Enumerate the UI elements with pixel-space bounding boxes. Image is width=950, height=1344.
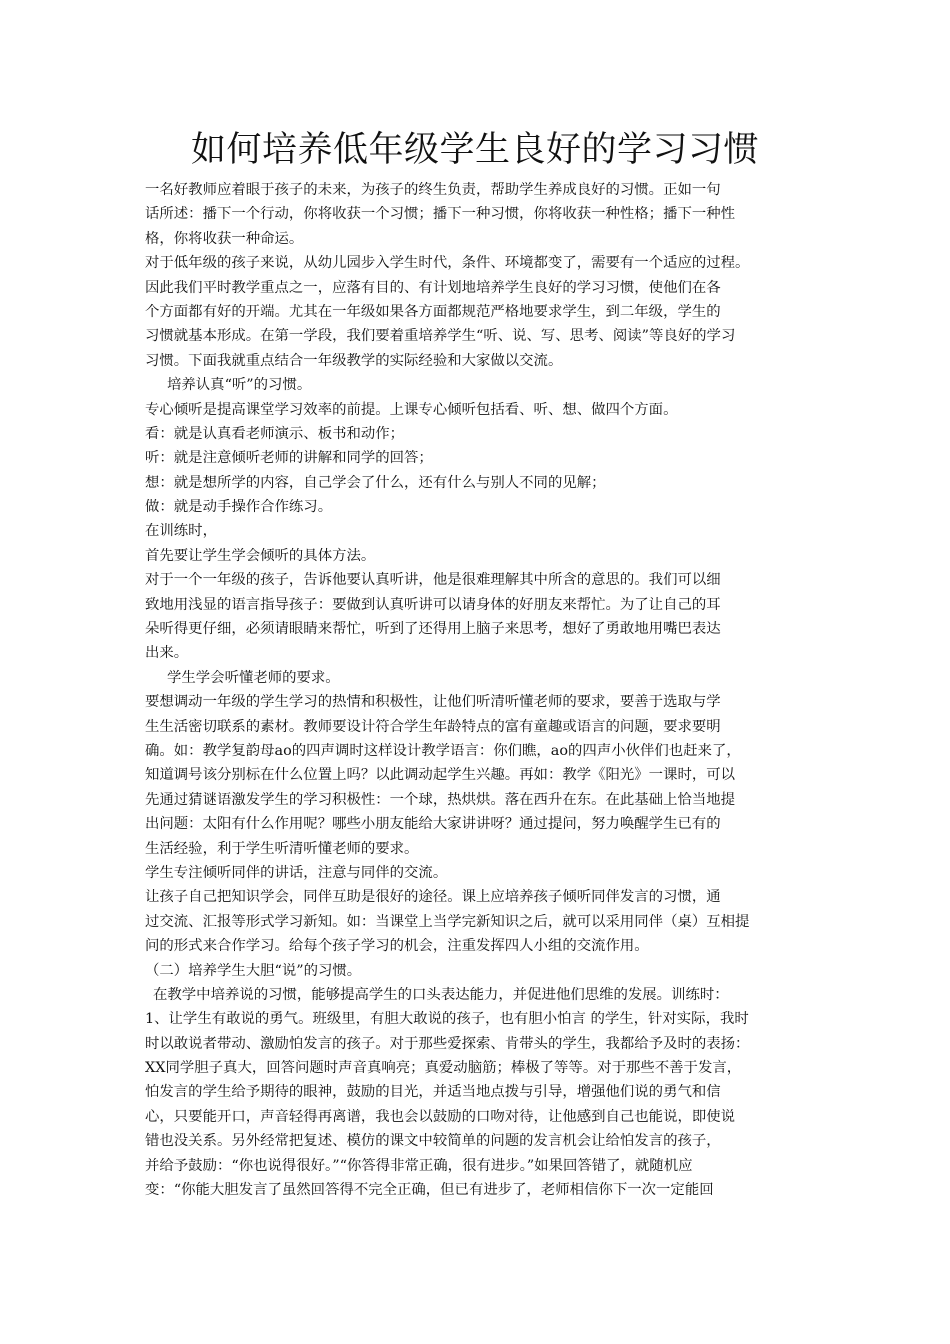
body-line: 知道调号该分别标在什么位置上吗？以此调动起学生兴趣。再如：教学《阳光》一课时，可以 [145,767,736,784]
body-line: 做：就是动手操作合作练习。 [145,499,333,516]
body-line: 致地用浅显的语言指导孩子：要做到认真听讲可以请身体的好朋友来帮忙。为了让自己的耳 [145,596,721,613]
body-line: 错也没关系。另外经常把复述、模仿的课文中较简单的问题的发言机会让给怕发言的孩子， [145,1133,721,1150]
body-line: 首先要让学生学会倾听的具体方法。 [145,547,376,564]
body-line: 一名好教师应着眼于孩子的未来，为孩子的终生负责，帮助学生养成良好的习惯。正如一句 [145,182,721,198]
body-line: 因此我们平时教学重点之一，应落有目的、有计划地培养学生良好的学习习惯，使他们在各 [145,279,721,296]
body-line: 问的形式来合作学习。给每个孩子学习的机会，注重发挥四人小组的交流作用。 [145,938,649,955]
body-line: XX同学胆子真大，回答问题时声音真响亮；真爱动脑筋；棒极了等等。对于那些不善于发言， [145,1060,742,1077]
body-line: 个方面都有好的开端。尤其在一年级如果各方面都规范严格地要求学生，到二年级，学生的 [145,303,721,320]
body-line: 话所述：播下一个行动，你将收获一个习惯；播下一种习惯，你将收获一种性格；播下一种性 [145,206,736,223]
body-line: 出来。 [145,645,189,662]
body-line: 变：“你能大胆发言了虽然回答得不完全正确，但已有进步了，老师相信你下一次一定能回 [145,1182,714,1199]
body-line: 时以敢说者带动、激励怕发言的孩子。对于那些爱探索、肯带头的学生，我都给予及时的表扬： [145,1035,750,1052]
body-line: 朵听得更仔细，必须请眼睛来帮忙，听到了还得用上脑子来思考，想好了勇敢地用嘴巴表达 [145,621,721,638]
body-line: 要想调动一年级的学生学习的热情和积极性，让他们听清听懂老师的要求，要善于选取与学 [145,694,721,711]
body-line: 对于一个一年级的孩子，告诉他要认真听讲，他是很难理解其中所含的意思的。我们可以细 [145,572,721,589]
body-line: 在训练时， [145,523,217,540]
body-line: 格，你将收获一种命运。 [145,230,304,247]
body-line: 怕发言的学生给予期待的眼神，鼓励的目光，并适当地点拨与引导，增强他们说的勇气和信 [145,1084,721,1101]
body-line: 习惯就基本形成。在第一学段，我们要着重培养学生“听、说、写、思考、阅读”等良好的学习 [145,328,736,345]
body-line: 习惯。下面我就重点结合一年级教学的实际经验和大家做以交流。 [145,352,563,369]
body-line: 培养认真“听”的习惯。 [167,377,312,394]
body-line: 在教学中培养说的习惯，能够提高学生的口头表达能力，并促进他们思维的发展。训练时： [153,986,729,1003]
body-line: 心，只要能开口，声音轻得再离谱，我也会以鼓励的口吻对待，让他感到自己也能说，即使说 [145,1108,736,1125]
body-line: 1、让学生有敢说的勇气。班级里，有胆大敢说的孩子，也有胆小怕言 的学生，针对实际，我时 [145,1011,749,1028]
body-line: 看：就是认真看老师演示、板书和动作； [145,425,405,442]
body-line: 专心倾听是提高课堂学习效率的前提。上课专心倾听包括看、听、想、做四个方面。 [145,401,678,418]
body-line: 听：就是注意倾听老师的讲解和同学的回答； [145,450,433,467]
document-title: 如何培养低年级学生良好的学习习惯 [190,130,759,170]
body-line: 生活经验，利于学生听清听懂老师的要求。 [145,840,419,857]
body-line: 过交流、汇报等形式学习新知。如：当课堂上当学完新知识之后，就可以采用同伴（桌）互相提 [145,913,750,930]
body-line: 学生专注倾听同伴的讲话，注意与同伴的交流。 [145,864,448,881]
document-body [145,178,825,1202]
body-line: 对于低年级的孩子来说，从幼儿园步入学生时代，条件、环境都变了，需要有一个适应的过程。 [145,255,750,272]
body-line: 出问题：太阳有什么作用呢？哪些小朋友能给大家讲讲呀？通过提问，努力唤醒学生已有的 [145,816,721,833]
body-line: 并给予鼓励：“你也说得很好。”“你答得非常正确，很有进步。”如果回答错了，就随机应 [145,1157,693,1174]
body-line: 生生活密切联系的素材。教师要设计符合学生年龄特点的富有童趣或语言的问题，要求要明 [145,718,721,735]
body-line: 想：就是想所学的内容，自己学会了什么，还有什么与别人不同的见解； [145,474,606,491]
body-line: （二）培养学生大胆“说”的习惯。 [145,962,362,979]
body-line: 学生学会听懂老师的要求。 [167,669,340,686]
body-line: 确。如：教学复韵母ao的四声调时这样设计教学语言：你们瞧，ao的四声小伙伴们也赶来了， [145,742,741,759]
body-line: 先通过猜谜语激发学生的学习积极性：一个球，热烘烘。落在西升在东。在此基础上恰当地提 [145,791,736,808]
body-line: 让孩子自己把知识学会，同伴互助是很好的途径。课上应培养孩子倾听同伴发言的习惯，通 [145,889,721,906]
